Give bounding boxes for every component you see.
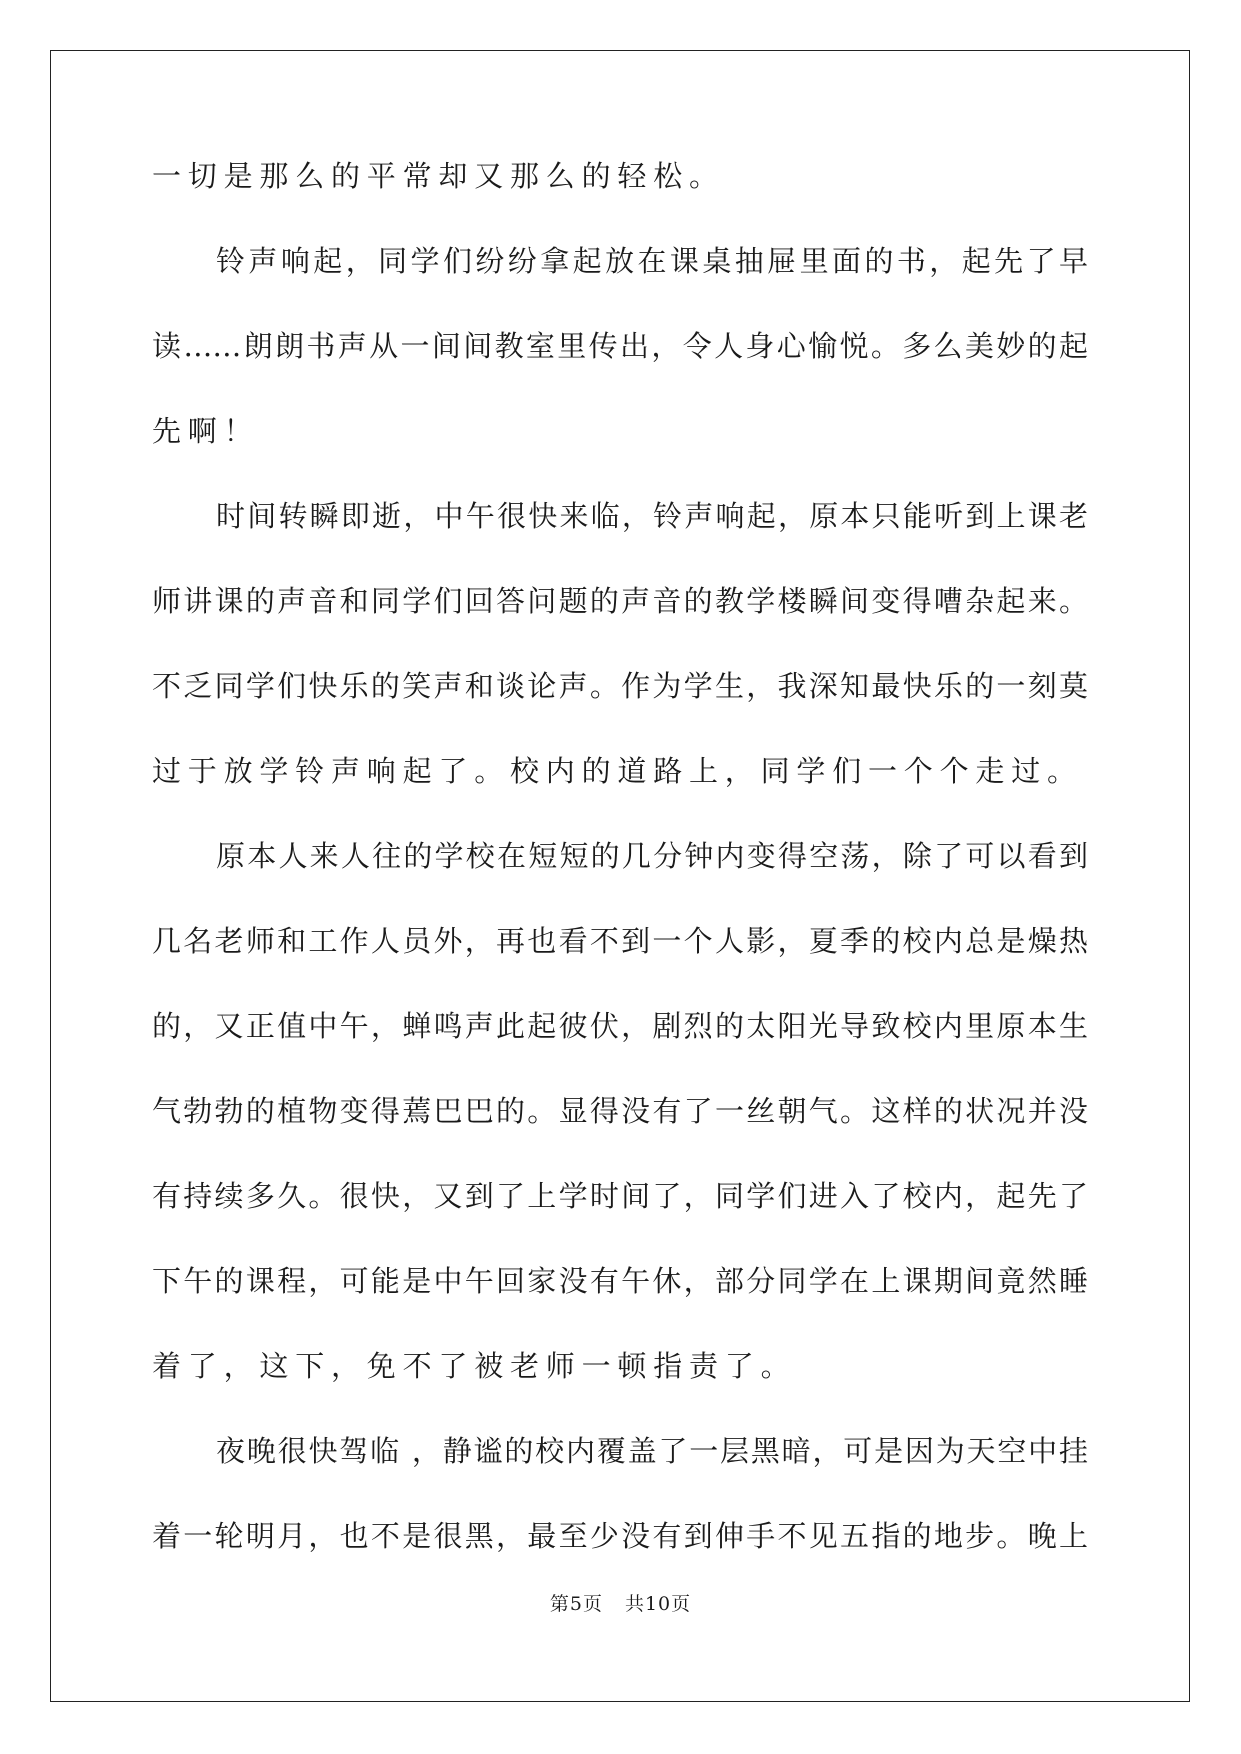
text-line: 气勃勃的植物变得蔫巴巴的。显得没有了一丝朝气。这样的状况并没 bbox=[152, 1094, 1088, 1128]
paragraph-start-line: 原本人来人往的学校在短短的几分钟内变得空荡，除了可以看到 bbox=[216, 839, 1088, 873]
text-line: 有持续多久。很快，又到了上学时间了，同学们进入了校内，起先了 bbox=[152, 1179, 1088, 1213]
paragraph-start-line: 铃声响起，同学们纷纷拿起放在课桌抽屉里面的书，起先了早 bbox=[216, 244, 1088, 278]
text-line: 下午的课程，可能是中午回家没有午休，部分同学在上课期间竟然睡 bbox=[152, 1264, 1088, 1298]
total-pages-label: 共10页 bbox=[624, 1593, 692, 1615]
text-line: 过于放学铃声响起了。校内的道路上，同学们一个个走过。 bbox=[152, 754, 1083, 788]
text-line: 师讲课的声音和同学们回答问题的声音的教学楼瞬间变得嘈杂起来。 bbox=[152, 584, 1088, 618]
page-footer bbox=[0, 1592, 1241, 1616]
text-line: 的，又正值中午，蝉鸣声此起彼伏，剧烈的太阳光导致校内里原本生 bbox=[152, 1009, 1088, 1043]
text-line: 一切是那么的平常却又那么的轻松。 bbox=[152, 159, 725, 193]
text-line: 着了，这下，免不了被老师一顿指责了。 bbox=[152, 1349, 797, 1383]
text-line: 着一轮明月，也不是很黑，最至少没有到伸手不见五指的地步。晚上 bbox=[152, 1519, 1088, 1553]
text-line: 几名老师和工作人员外，再也看不到一个人影，夏季的校内总是燥热 bbox=[152, 924, 1088, 958]
paragraph-start-line: 夜晚很快驾临 ，静谧的校内覆盖了一层黑暗，可是因为天空中挂 bbox=[216, 1434, 1088, 1468]
document-body bbox=[152, 158, 1088, 1603]
text-line: 读……朗朗书声从一间间教室里传出，令人身心愉悦。多么美妙的起 bbox=[152, 329, 1088, 363]
text-line: 不乏同学们快乐的笑声和谈论声。作为学生，我深知最快乐的一刻莫 bbox=[152, 669, 1088, 703]
text-line: 先啊！ bbox=[152, 414, 260, 448]
current-page-label: 第5页 bbox=[549, 1593, 603, 1615]
paragraph-start-line: 时间转瞬即逝，中午很快来临，铃声响起，原本只能听到上课老 bbox=[216, 499, 1088, 533]
